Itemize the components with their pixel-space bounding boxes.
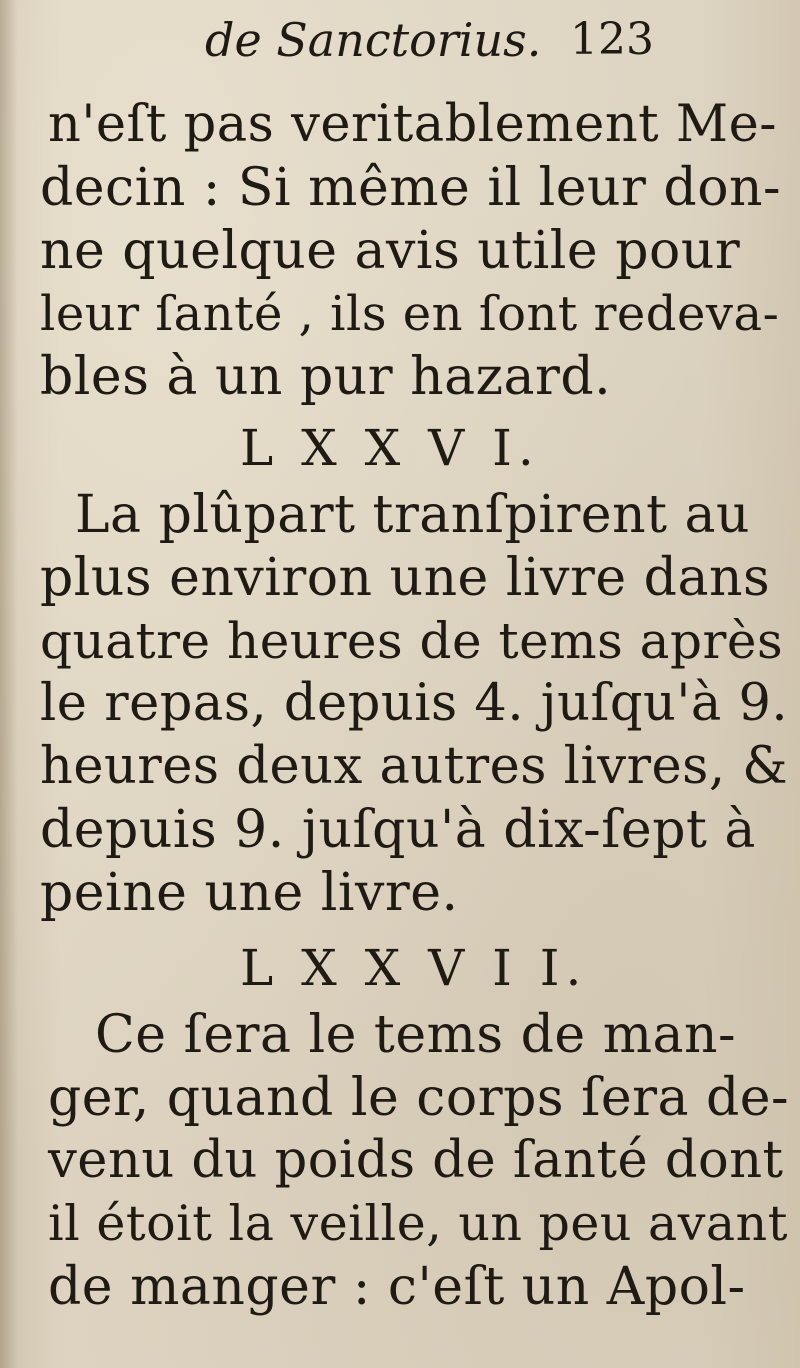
text-line: il étoit la veille, un peu avant xyxy=(48,1195,788,1252)
text-line: plus environ une livre dans xyxy=(40,548,771,608)
text-line: leur ſanté , ils en ſont redeva- xyxy=(40,286,780,342)
page-number: 123 xyxy=(570,14,654,65)
text-line: peine une livre. xyxy=(40,863,459,923)
running-header xyxy=(0,10,800,70)
text-line: de manger : c'eſt un Apol- xyxy=(48,1257,746,1317)
text-line: le repas, depuis 4. juſqu'à 9. xyxy=(40,674,789,733)
section-heading: L X X V I I. xyxy=(240,939,588,997)
running-title: de Sanctorius. xyxy=(205,13,542,67)
text-line: decin : Si même il leur don- xyxy=(40,158,782,218)
text-line: La plûpart tranſpirent au xyxy=(75,485,750,545)
section-heading: L X X V I. xyxy=(240,419,540,477)
text-line: depuis 9. juſqu'à dix-ſept à xyxy=(40,800,756,860)
text-line: n'eſt pas veritablement Me- xyxy=(48,95,778,154)
text-line: venu du poids de ſanté dont xyxy=(48,1131,784,1190)
gutter-shadow xyxy=(0,0,18,1368)
text-line: ger, quand le corps ſera de- xyxy=(48,1068,790,1128)
text-line: heures deux autres livres, & xyxy=(40,737,789,796)
text-line: quatre heures de tems après xyxy=(40,612,784,670)
text-line: ne quelque avis utile pour xyxy=(40,221,741,281)
text-line: bles à un pur hazard. xyxy=(40,347,612,407)
text-line: Ce ſera le tems de man- xyxy=(95,1005,737,1065)
